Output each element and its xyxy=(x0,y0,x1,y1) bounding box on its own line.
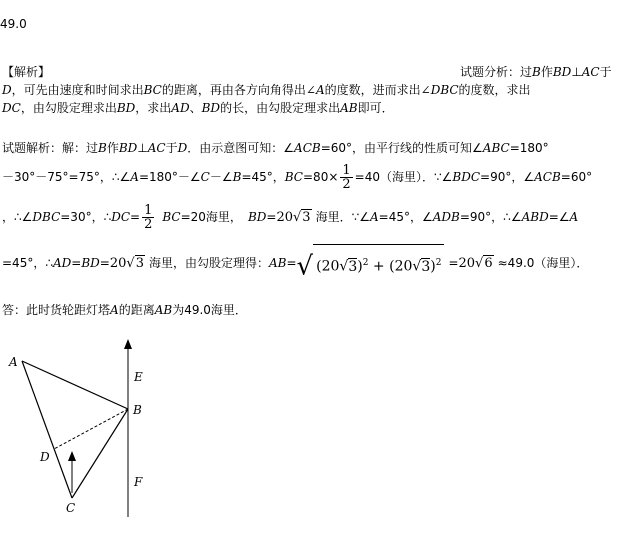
var: DBC xyxy=(32,210,61,224)
label-c: C xyxy=(66,501,76,515)
text: = xyxy=(286,255,297,270)
plus-sign: + xyxy=(372,258,385,275)
text: ≈49.0（海里）． xyxy=(497,255,589,270)
var: A xyxy=(369,210,379,224)
text: =∠ xyxy=(548,210,570,224)
text: 于 xyxy=(599,65,612,79)
text: 的度数，进而求出 xyxy=(324,83,421,97)
var: AC xyxy=(147,141,166,155)
text: 的长，由勾股定理求出 xyxy=(220,101,341,115)
radicand: 3 xyxy=(135,255,144,271)
exponent: 2 xyxy=(362,258,369,268)
text: ．由示意图可知：∠ xyxy=(187,141,295,155)
var: BC xyxy=(162,210,181,224)
fraction-one-half xyxy=(340,164,352,191)
var: BC xyxy=(284,170,303,184)
radicand: 3 xyxy=(302,210,311,225)
text: 海里，由勾股定理得： xyxy=(148,255,269,270)
exponent: 2 xyxy=(435,258,442,268)
text: = xyxy=(99,255,110,270)
text: =90°，∠ xyxy=(480,170,535,184)
text: =40（海里）．∵∠ xyxy=(354,170,453,184)
segment-bd-dashed xyxy=(54,409,128,449)
var: A xyxy=(130,170,139,184)
coefficient: 20 xyxy=(276,210,293,225)
text: 为49.0海里． xyxy=(172,303,247,317)
var: BD xyxy=(247,210,267,224)
var: A xyxy=(569,210,579,224)
analysis-line-2 xyxy=(2,82,531,98)
radicand: 6 xyxy=(484,255,493,271)
var: A xyxy=(110,303,119,317)
text: 作 xyxy=(106,141,119,155)
analysis-line-3 xyxy=(2,100,394,116)
var: AB xyxy=(268,255,287,270)
text: 的距离 xyxy=(118,303,155,317)
analysis-header: 【解析】 xyxy=(2,65,51,79)
answer-value: 49.0 xyxy=(0,17,27,31)
var: DC xyxy=(2,101,21,115)
var: BD xyxy=(81,255,100,270)
var: AC xyxy=(581,65,600,79)
solution-line-3 xyxy=(2,203,578,232)
text: ，可先由速度和时间求出 xyxy=(11,83,144,97)
var: BC xyxy=(143,83,162,97)
text: ⊥ xyxy=(571,65,582,79)
text: ，∴∠ xyxy=(2,210,33,224)
label-d: D xyxy=(40,450,50,464)
coefficient: 20 xyxy=(321,258,340,275)
var: BD xyxy=(552,65,572,79)
text: ⊥ xyxy=(137,141,148,155)
text: =30°，∴ xyxy=(60,210,112,224)
radicand: 3 xyxy=(421,258,431,275)
coefficient: 20 xyxy=(109,255,127,271)
text: 答：此时货轮距灯塔 xyxy=(2,303,111,317)
north-axis-arrow xyxy=(124,339,132,349)
fraction-numerator: 1 xyxy=(342,163,351,178)
radicand: 3 xyxy=(348,258,358,275)
var: C xyxy=(200,170,210,184)
coefficient: 20 xyxy=(458,255,476,271)
text: 于 xyxy=(165,141,178,155)
var: ADB xyxy=(432,210,460,224)
text: = xyxy=(71,255,82,270)
text: =45°， xyxy=(241,170,285,184)
sqrt-expression: 20√3 xyxy=(276,210,311,225)
text: 即可． xyxy=(357,101,394,115)
text: 的度数，求出 xyxy=(458,83,531,97)
text: = xyxy=(130,210,141,224)
var: ∠A xyxy=(305,83,325,97)
analysis-intro-label: 试题分析：过 xyxy=(460,65,533,79)
text: 海里．∵∠ xyxy=(315,210,370,224)
geometry-figure xyxy=(0,335,170,535)
text: 、 xyxy=(189,101,202,115)
text: =20海里， xyxy=(180,210,242,224)
solution-line-4 xyxy=(2,244,588,283)
var: BD xyxy=(118,141,138,155)
var: AD xyxy=(52,255,72,270)
text: 的距离，再由各方向角得出 xyxy=(161,83,306,97)
var: ABC xyxy=(482,141,510,155)
text: =60°，由平行线的性质可知∠ xyxy=(320,141,483,155)
var: ABD xyxy=(521,210,549,224)
text: 作 xyxy=(540,65,553,79)
fraction-one-half xyxy=(142,204,154,231)
var: B xyxy=(532,65,541,79)
text: ，求出 xyxy=(135,101,172,115)
segment-bc xyxy=(72,409,128,498)
conclusion xyxy=(2,302,247,318)
var: DC xyxy=(111,210,131,224)
var: ∠DBC xyxy=(420,83,459,97)
text: 试题解析：解：过 xyxy=(2,141,99,155)
var: AB xyxy=(340,101,358,115)
var: BD xyxy=(116,101,136,115)
segment-ac xyxy=(22,361,72,498)
north-arrow-c-head xyxy=(68,451,76,461)
label-e: E xyxy=(134,370,143,384)
text: =45°，∴ xyxy=(2,255,53,270)
fraction-denominator: 2 xyxy=(144,217,153,232)
label-f: F xyxy=(134,475,143,489)
text: =80× xyxy=(303,170,339,184)
fraction-denominator: 2 xyxy=(342,177,351,192)
text: = xyxy=(266,210,277,224)
var: AD xyxy=(171,101,190,115)
sqrt-expression: 20√3 xyxy=(109,255,144,271)
var: BD xyxy=(201,101,221,115)
label-b: B xyxy=(133,403,142,417)
var: ACB xyxy=(534,170,561,184)
var: D xyxy=(177,141,188,155)
pythagorean-radical: √ $(20√3)^2 + (20√3)^2$ xyxy=(297,244,445,283)
var: D xyxy=(2,83,12,97)
label-a: A xyxy=(9,355,18,369)
text: －30°－75°=75°，∴∠ xyxy=(2,170,131,184)
var: BDC xyxy=(452,170,481,184)
var: AB xyxy=(154,303,173,317)
var: ACB xyxy=(294,141,321,155)
text: =180° xyxy=(509,141,549,155)
segment-ab xyxy=(22,361,128,409)
text: = xyxy=(448,255,459,270)
var: B xyxy=(98,141,107,155)
text: =45°，∠ xyxy=(378,210,433,224)
solution-line-1 xyxy=(2,140,549,156)
analysis-intro xyxy=(460,64,612,80)
text: =90°，∴∠ xyxy=(459,210,522,224)
text: ，由勾股定理求出 xyxy=(20,101,117,115)
sqrt-expression: 20√6 xyxy=(458,255,493,271)
solution-line-2 xyxy=(2,163,592,191)
text: －∠ xyxy=(209,170,233,184)
text: =60° xyxy=(560,170,593,184)
var: B xyxy=(232,170,242,184)
coefficient: 20 xyxy=(394,258,413,275)
fraction-numerator: 1 xyxy=(144,203,153,218)
text: =180°－∠ xyxy=(138,170,201,184)
